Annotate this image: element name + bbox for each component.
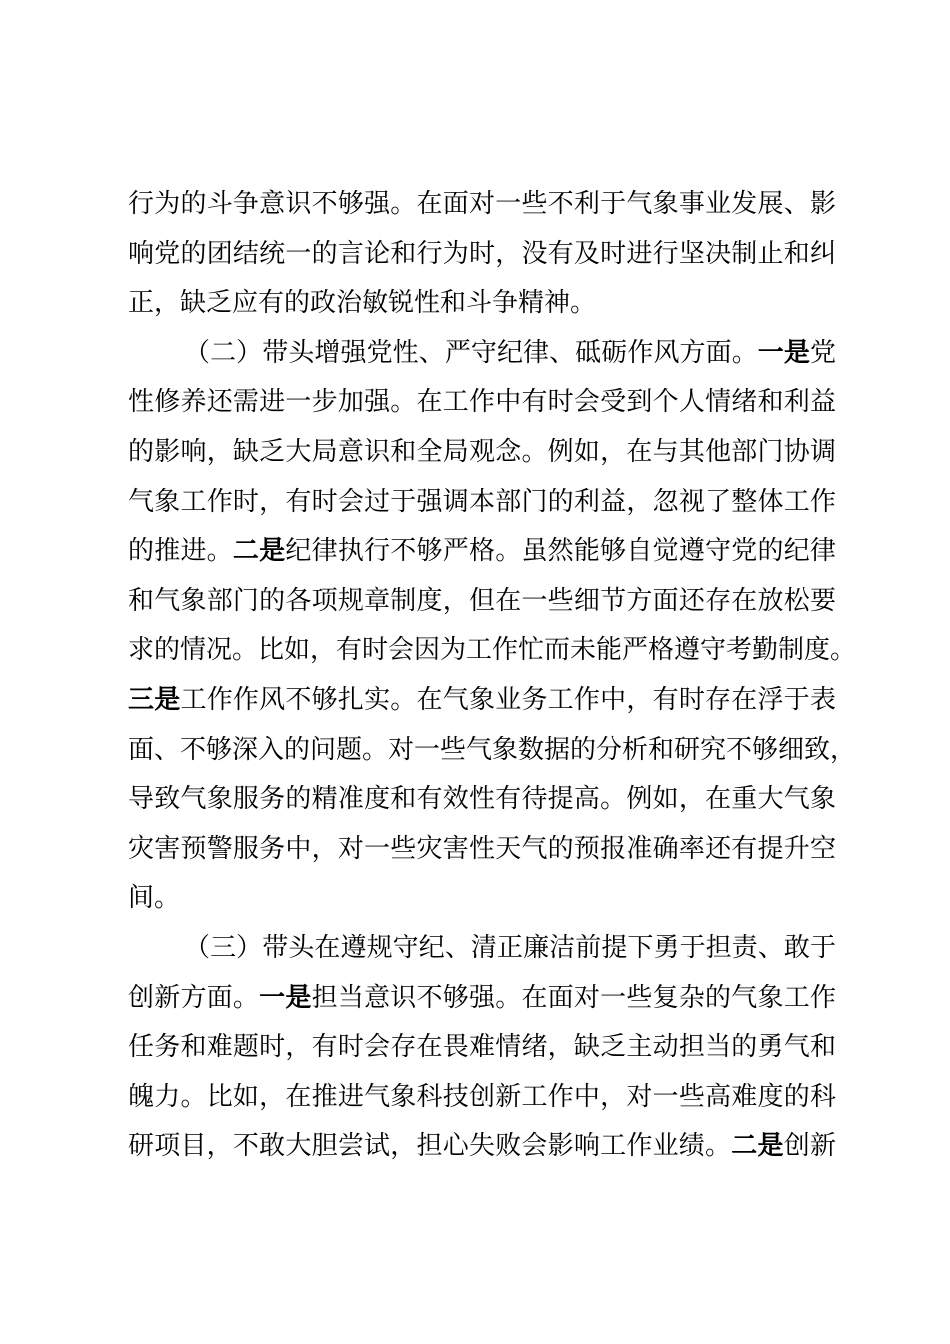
text-segment: 面、不够深入的问题。对一些气象数据的分析和研究不够细致， bbox=[128, 734, 857, 765]
text-segment: 和气象部门的各项规章制度，但在一些细节方面还存在放松要 bbox=[128, 585, 836, 616]
text-segment: 气象工作时，有时会过于强调本部门的利益，忽视了整体工作 bbox=[128, 486, 836, 517]
text-line bbox=[128, 924, 836, 974]
text-segment: 创新方面。 bbox=[128, 982, 260, 1013]
text-line bbox=[128, 974, 836, 1024]
text-line bbox=[128, 775, 836, 825]
text-line bbox=[128, 577, 836, 627]
text-line bbox=[128, 1122, 836, 1172]
text-line bbox=[128, 378, 836, 428]
text-segment: 的影响，缺乏大局意识和全局观念。例如，在与其他部门协调 bbox=[128, 436, 836, 467]
text-segment: 党 bbox=[809, 337, 836, 368]
text-segment: 担当意识不够强。在面对一些复杂的气象工作 bbox=[311, 982, 836, 1013]
bold-lead-phrase: 二是 bbox=[731, 1131, 784, 1162]
text-segment: 纪律执行不够严格。虽然能够自觉遵守党的纪律 bbox=[285, 536, 836, 567]
bold-lead-phrase: 一是 bbox=[259, 982, 312, 1013]
text-line bbox=[128, 428, 836, 478]
text-segment: 研项目，不敢大胆尝试，担心失败会影响工作业绩。 bbox=[128, 1131, 732, 1162]
text-segment: 魄力。比如，在推进气象科技创新工作中，对一些高难度的科 bbox=[128, 1081, 836, 1112]
text-segment: 灾害预警服务中，对一些灾害性天气的预报准确率还有提升空 bbox=[128, 833, 836, 864]
text-segment: 响党的团结统一的言论和行为时，没有及时进行坚决制止和纠 bbox=[128, 238, 836, 269]
text-line bbox=[128, 279, 836, 329]
text-line bbox=[128, 1073, 836, 1123]
text-line bbox=[128, 1023, 836, 1073]
text-segment: 导致气象服务的精准度和有效性有待提高。例如，在重大气象 bbox=[128, 784, 836, 815]
text-line bbox=[128, 874, 836, 924]
text-line bbox=[128, 329, 836, 379]
bold-lead-phrase: 三是 bbox=[128, 684, 181, 715]
text-line bbox=[128, 676, 836, 726]
text-line bbox=[128, 478, 836, 528]
text-line bbox=[128, 825, 836, 875]
text-line bbox=[128, 230, 836, 280]
text-segment: （二）带头增强党性、严守纪律、砥砺作风方面。 bbox=[184, 337, 758, 368]
text-segment: 创新 bbox=[783, 1131, 836, 1162]
text-segment: 性修养还需进一步加强。在工作中有时会受到个人情绪和利益 bbox=[128, 387, 836, 418]
text-line bbox=[128, 180, 836, 230]
text-segment: 正，缺乏应有的政治敏锐性和斗争精神。 bbox=[128, 288, 597, 319]
text-segment: 工作作风不够扎实。在气象业务工作中，有时存在浮于表 bbox=[180, 684, 836, 715]
text-segment: （三）带头在遵规守纪、清正廉洁前提下勇于担责、敢于 bbox=[184, 932, 836, 963]
text-segment: 任务和难题时，有时会存在畏难情绪，缺乏主动担当的勇气和 bbox=[128, 1032, 836, 1063]
bold-lead-phrase: 一是 bbox=[757, 337, 810, 368]
text-segment: 的推进。 bbox=[128, 536, 233, 567]
bold-lead-phrase: 二是 bbox=[232, 536, 286, 567]
text-segment: 行为的斗争意识不够强。在面对一些不利于气象事业发展、影 bbox=[128, 189, 836, 219]
text-segment: 求的情况。比如，有时会因为工作忙而未能严格遵守考勤制度。 bbox=[128, 635, 857, 666]
text-segment: 间。 bbox=[128, 883, 181, 914]
text-line bbox=[128, 726, 857, 776]
document-body bbox=[128, 180, 857, 1172]
text-line bbox=[128, 626, 857, 676]
text-line bbox=[128, 527, 836, 577]
